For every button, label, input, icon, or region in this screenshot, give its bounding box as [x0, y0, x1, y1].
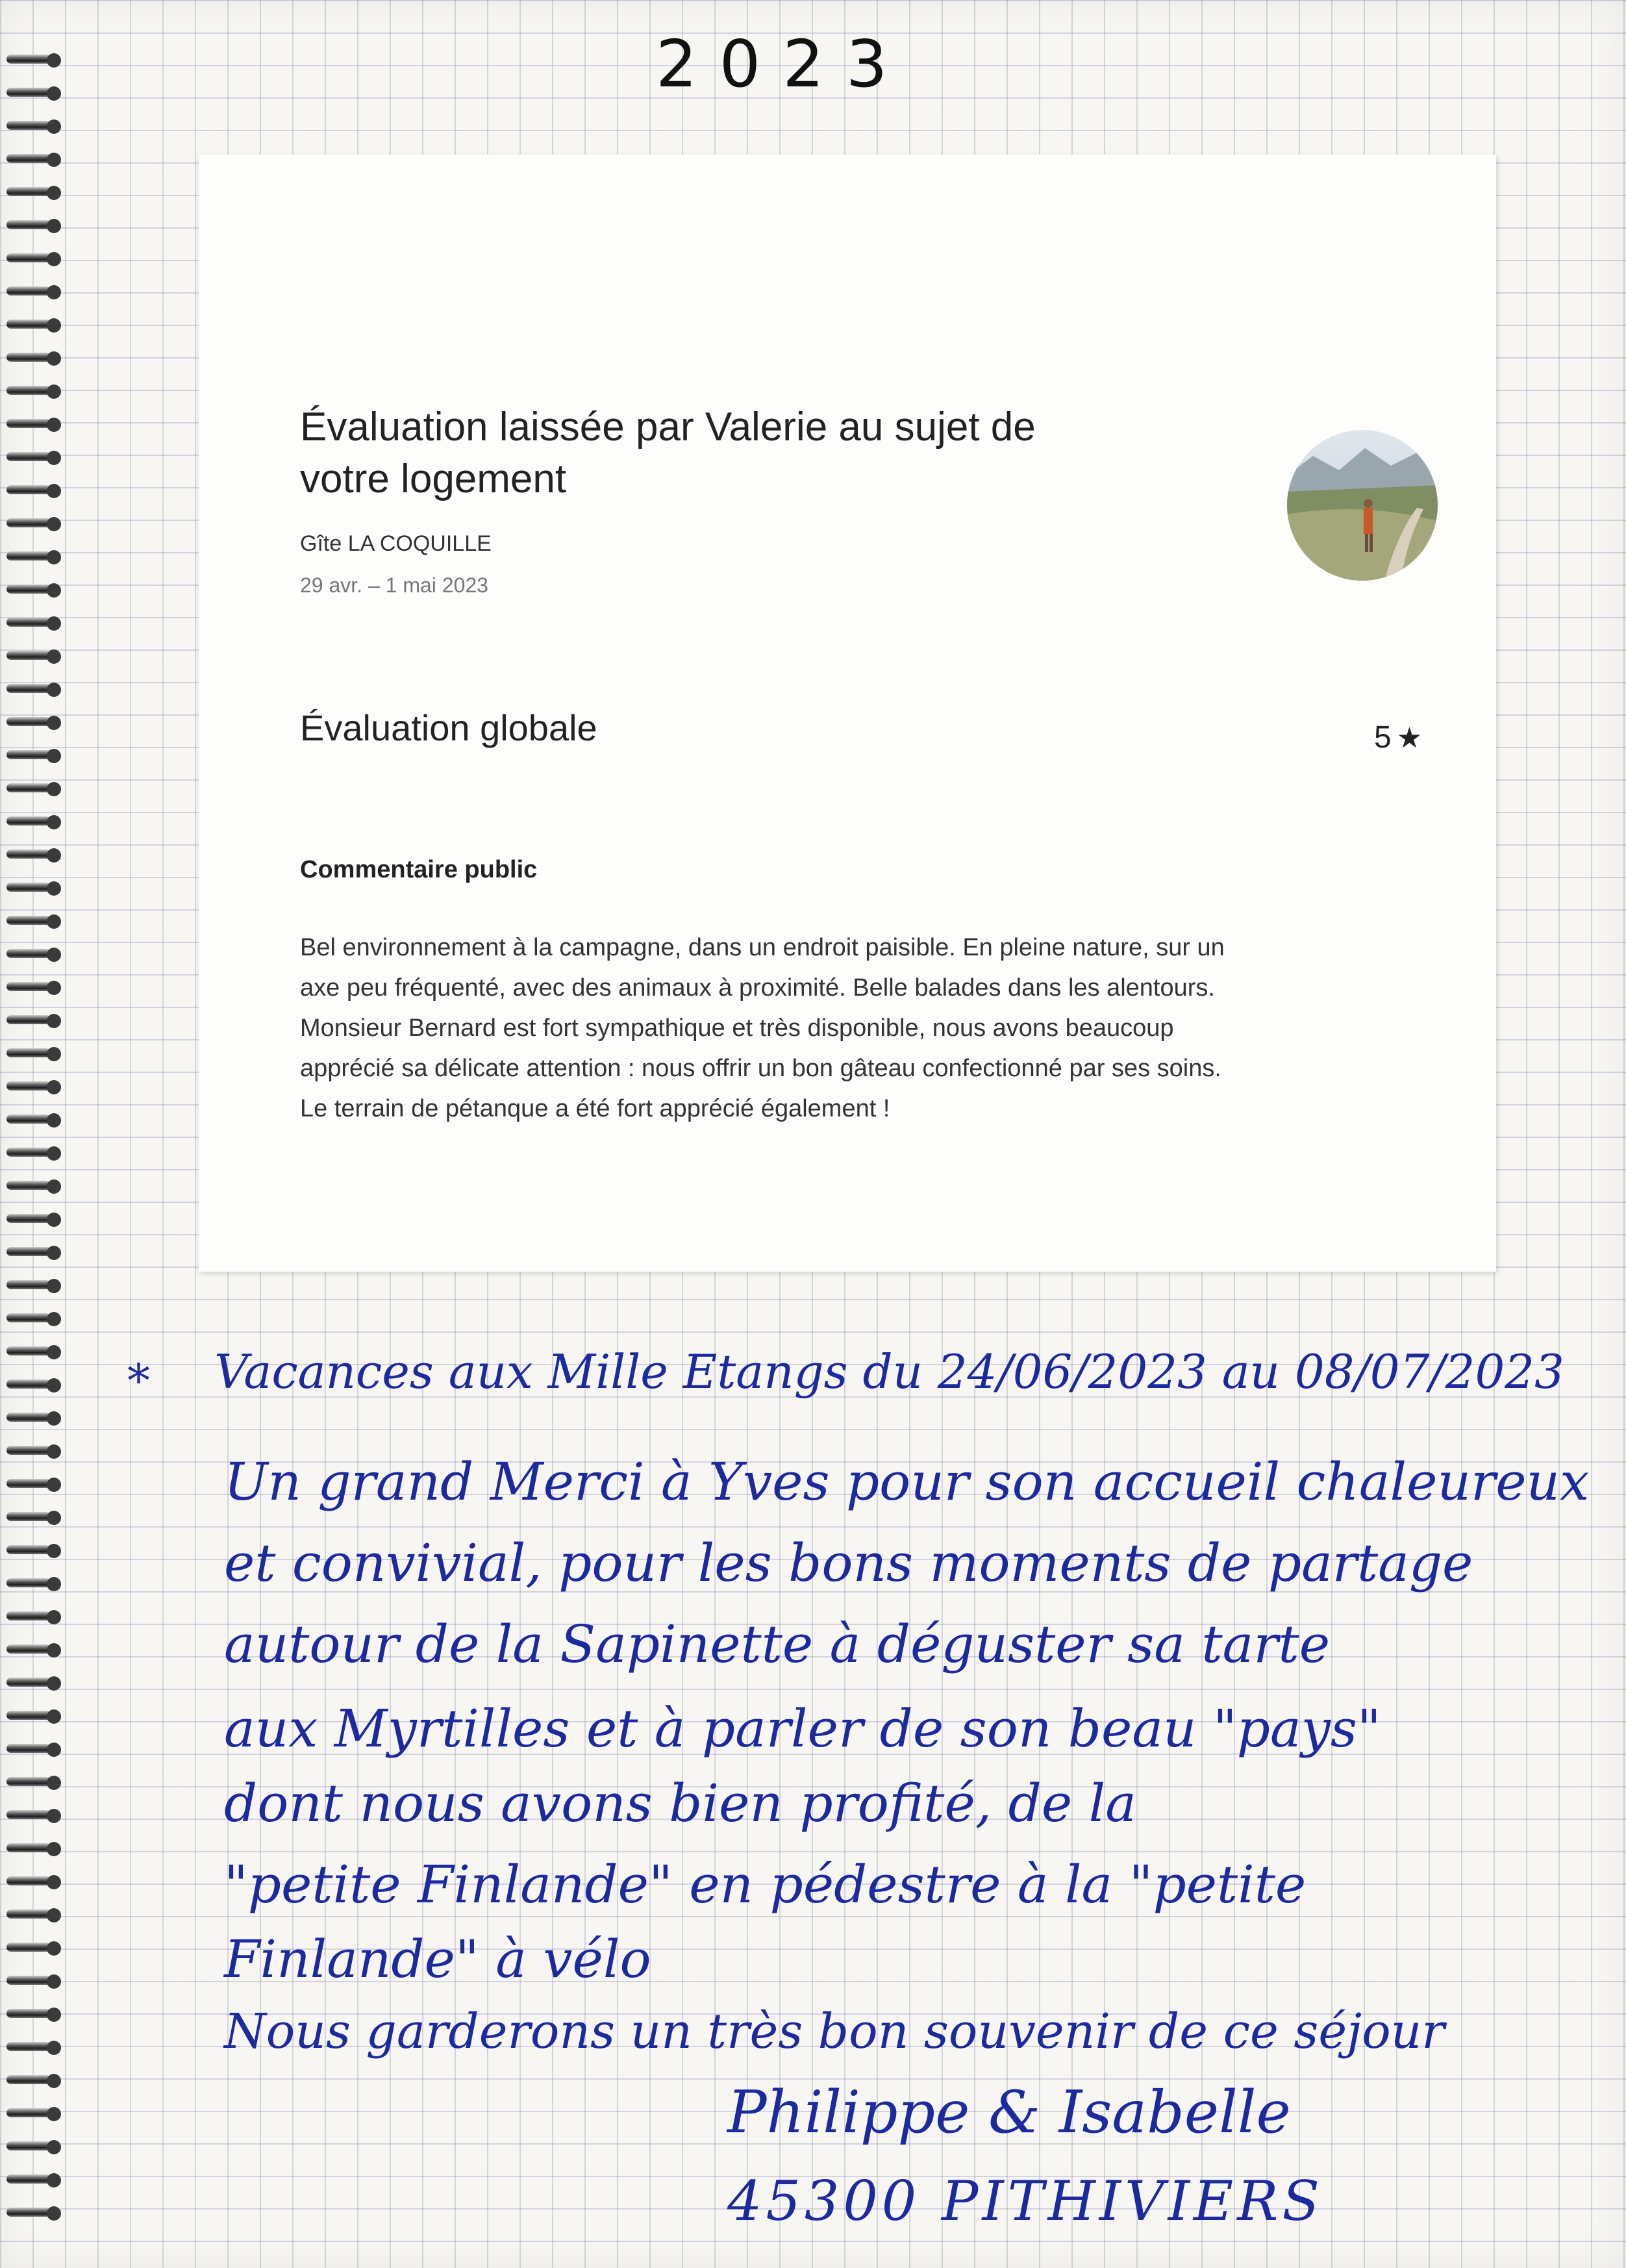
spiral-ring	[6, 1410, 58, 1427]
spiral-ring	[6, 1642, 58, 1659]
overall-rating-label: Évaluation globale	[300, 707, 597, 748]
spiral-ring	[6, 416, 58, 433]
reviewer-avatar	[1287, 430, 1438, 581]
spiral-ring	[6, 449, 58, 466]
spiral-ring	[6, 1808, 58, 1824]
spiral-ring	[6, 184, 58, 201]
spiral-ring	[6, 814, 58, 831]
spiral-ring	[6, 1278, 58, 1294]
spiral-ring	[6, 781, 58, 798]
spiral-ring	[6, 1543, 58, 1559]
overall-rating	[1374, 720, 1422, 755]
spiral-ring	[6, 1145, 58, 1162]
spiral-ring	[6, 1244, 58, 1261]
spiral-ring	[6, 52, 58, 69]
note-line: dont nous avons bien profité, de la	[224, 1773, 1136, 1833]
spiral-ring	[6, 284, 58, 301]
spiral-ring	[6, 913, 58, 930]
spiral-ring	[6, 2172, 58, 2189]
note-line: "petite Finlande" en pédestre à la "petite	[224, 1854, 1307, 1915]
note-line: Finlande" à vélo	[224, 1929, 651, 1989]
note-line: et convivial, pour les bons moments de partage	[224, 1533, 1473, 1593]
spiral-ring	[6, 1509, 58, 1526]
spiral-ring	[6, 1907, 58, 1924]
public-comment-label: Commentaire public	[300, 856, 538, 883]
spiral-ring	[6, 1609, 58, 1626]
comment-line: Monsieur Bernard est fort sympathique et très disponible, nous avons beaucoup	[300, 1014, 1174, 1042]
spiral-ring	[6, 1178, 58, 1195]
signature-place: 45300 PITHIVIERS	[727, 2169, 1324, 2233]
spiral-ring	[6, 1344, 58, 1361]
spiral-ring	[6, 317, 58, 334]
comment-line: axe peu fréquenté, avec des animaux à proximité. Belle balades dans les alentours.	[300, 974, 1215, 1002]
spiral-ring	[6, 1973, 58, 1990]
spiral-ring	[6, 1708, 58, 1725]
spiral-ring	[6, 1311, 58, 1328]
spiral-ring	[6, 1112, 58, 1129]
spiral-ring	[6, 549, 58, 566]
spiral-binding	[0, 0, 71, 2268]
review-title-line-2: votre logement	[300, 457, 567, 501]
spiral-ring	[6, 1377, 58, 1394]
spiral-ring	[6, 946, 58, 963]
handwritten-year: 2023	[656, 26, 910, 102]
spiral-ring	[6, 350, 58, 367]
spiral-ring	[6, 847, 58, 864]
listing-name: Gîte LA COQUILLE	[300, 531, 492, 556]
spiral-ring	[6, 1675, 58, 1692]
spiral-ring	[6, 1741, 58, 1758]
note-line: autour de la Sapinette à déguster sa tarte	[224, 1614, 1331, 1674]
spiral-ring	[6, 151, 58, 168]
public-comment	[300, 927, 1417, 1129]
spiral-ring	[6, 516, 58, 533]
review-title-line-1: Évaluation laissée par Valerie au sujet de	[300, 405, 1036, 449]
spiral-ring	[6, 1046, 58, 1063]
overall-rating-value: 5	[1374, 720, 1392, 755]
spiral-ring	[6, 1211, 58, 1228]
spiral-ring	[6, 681, 58, 698]
spiral-ring	[6, 582, 58, 599]
note-bullet: *	[127, 1354, 150, 1407]
spiral-ring	[6, 1841, 58, 1858]
note-line: Nous garderons un très bon souvenir de ce séjour	[224, 2004, 1445, 2060]
note-line: Un grand Merci à Yves pour son accueil chaleureux	[224, 1452, 1590, 1512]
spiral-ring	[6, 2205, 58, 2222]
review-title	[300, 401, 1144, 505]
comment-line: Bel environnement à la campagne, dans un endroit paisible. En pleine nature, sur un	[300, 934, 1225, 961]
spiral-ring	[6, 1576, 58, 1593]
star-icon: ★	[1396, 722, 1423, 754]
spiral-ring	[6, 2039, 58, 2056]
spiral-ring	[6, 483, 58, 499]
spiral-ring	[6, 1874, 58, 1891]
spiral-ring	[6, 714, 58, 731]
spiral-ring	[6, 880, 58, 897]
signature-names: Philippe & Isabelle	[727, 2078, 1291, 2147]
comment-line: apprécié sa délicate attention : nous offrir un bon gâteau confectionné par ses soins.	[300, 1055, 1221, 1082]
spiral-ring	[6, 1013, 58, 1029]
spiral-ring	[6, 1443, 58, 1460]
spiral-ring	[6, 2139, 58, 2156]
spiral-ring	[6, 615, 58, 632]
spiral-ring	[6, 383, 58, 400]
spiral-ring	[6, 2073, 58, 2089]
spiral-ring	[6, 979, 58, 996]
spiral-ring	[6, 251, 58, 268]
stay-dates: 29 avr. – 1 mai 2023	[300, 573, 488, 597]
spiral-ring	[6, 648, 58, 665]
spiral-ring	[6, 2106, 58, 2123]
note-line: Vacances aux Mille Etangs du 24/06/2023 au 08/07/2023	[214, 1344, 1564, 1399]
spiral-ring	[6, 2006, 58, 2023]
spiral-ring	[6, 748, 58, 764]
spiral-ring	[6, 85, 58, 102]
comment-line: Le terrain de pétanque a été fort apprécié également !	[300, 1095, 890, 1122]
spiral-ring	[6, 1079, 58, 1096]
spiral-ring	[6, 1476, 58, 1493]
spiral-ring	[6, 1940, 58, 1957]
spiral-ring	[6, 118, 58, 135]
spiral-ring	[6, 1774, 58, 1791]
review-printout	[199, 155, 1496, 1272]
spiral-ring	[6, 218, 58, 234]
note-line: aux Myrtilles et à parler de son beau "pays"	[224, 1698, 1381, 1759]
